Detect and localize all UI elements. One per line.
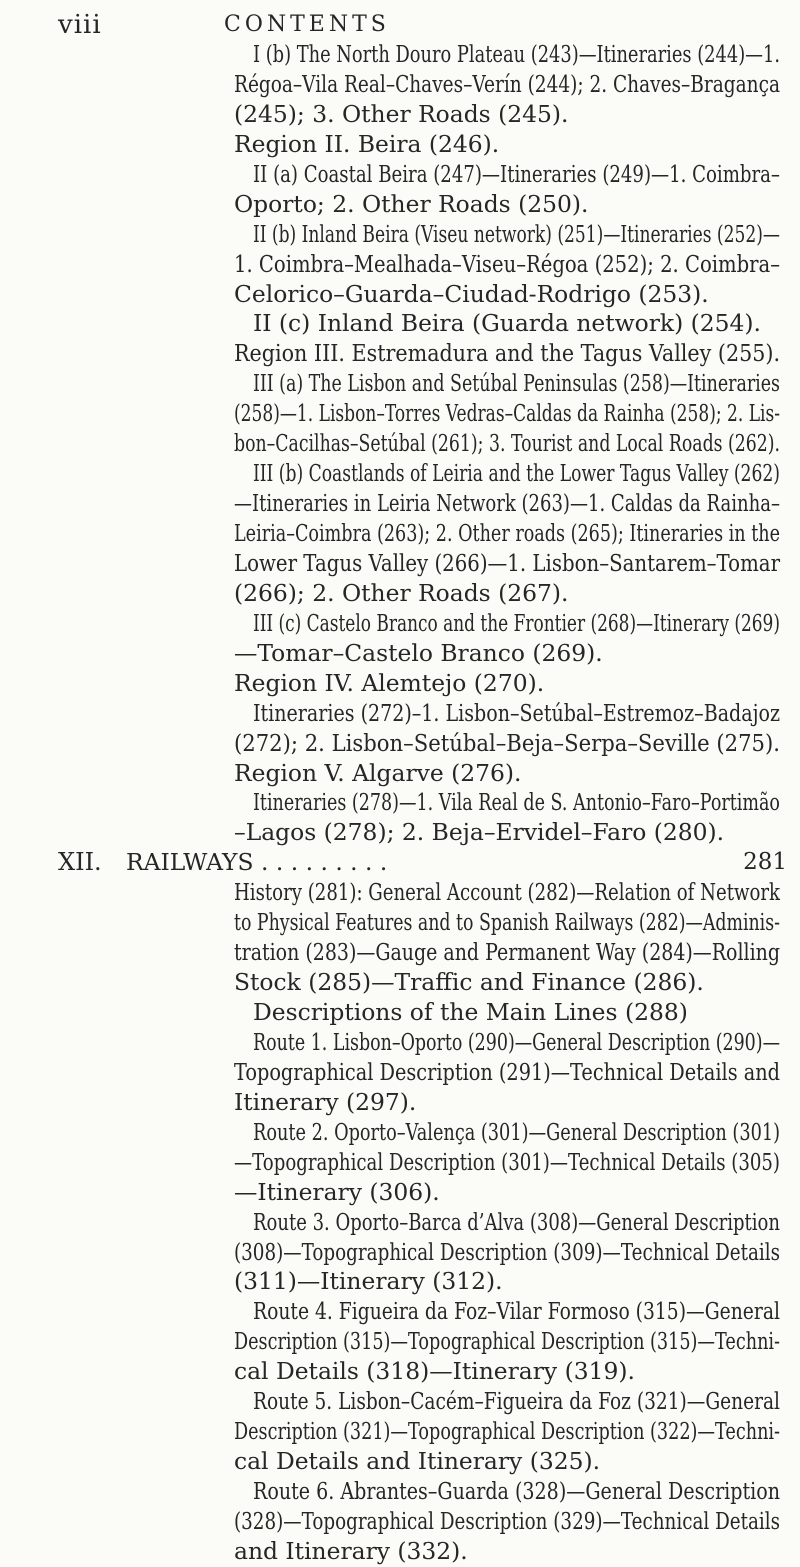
line-text: III (a) The Lisbon and Setúbal Peninsulas (258)—Itineraries	[253, 369, 780, 398]
contents-line	[58, 1178, 780, 1208]
line-text: Description (315)—Topographical Description (315)—Techni-	[234, 1327, 781, 1356]
page-number: viii	[58, 10, 102, 40]
contents-line	[58, 100, 780, 130]
contents-line	[58, 1028, 780, 1058]
line-text: (308)—Topographical Description (309)—Technical Details	[234, 1237, 781, 1266]
contents-line	[58, 968, 780, 998]
line-text: (258)—1. Lisbon–Torres Vedras–Caldas da Rainha (258); 2. Lis-	[234, 399, 781, 428]
line-text: (266); 2. Other Roads (267).	[234, 578, 569, 607]
contents-line	[58, 579, 780, 609]
contents-line	[58, 309, 780, 339]
contents-line	[58, 1477, 780, 1507]
line-text: —Tomar–Castelo Branco (269).	[234, 638, 603, 667]
line-text: bon–Cacilhas–Setúbal (261); 3. Tourist and Local Roads (262).	[234, 429, 781, 458]
contents-line	[58, 1387, 780, 1417]
contents-line	[58, 878, 780, 908]
line-text: —Topographical Description (301)—Technical Details (305)	[234, 1147, 781, 1176]
contents-line	[58, 1208, 780, 1238]
running-head: CONTENTS	[224, 12, 390, 37]
line-text: Itineraries (278)—1. Vila Real de S. Antonio–Faro–Portimão	[253, 788, 780, 817]
line-text: Route 2. Oporto–Valença (301)—General Description (301)	[253, 1117, 780, 1146]
contents-line	[58, 1238, 780, 1268]
contents-line	[58, 489, 780, 519]
contents-line	[58, 250, 780, 280]
contents-line	[58, 130, 780, 160]
line-text: Oporto; 2. Other Roads (250).	[234, 189, 589, 218]
contents-line	[58, 1148, 780, 1178]
line-text: II (b) Inland Beira (Viseu network) (251)—Itineraries (252)—	[253, 219, 780, 248]
line-text: tration (283)—Gauge and Permanent Way (284)—Rolling	[234, 938, 781, 967]
line-text: Route 6. Abrantes–Guarda (328)—General Description	[253, 1477, 781, 1505]
line-text: Lower Tagus Valley (266)—1. Lisbon–Santarem–Tomar	[234, 548, 781, 577]
contents-line	[58, 1297, 780, 1327]
contents-line	[58, 729, 780, 759]
contents-line	[58, 190, 780, 220]
contents-line	[58, 369, 780, 399]
line-text: I (b) The North Douro Plateau (243)—Itineraries (244)—1.	[253, 40, 781, 68]
line-text: and Itinerary (332).	[234, 1536, 468, 1565]
line-text: –Lagos (278); 2. Beja–Ervidel–Faro (280).	[234, 818, 725, 847]
line-text: Stock (285)—Traffic and Finance (286).	[234, 968, 704, 997]
line-text: (272); 2. Lisbon–Setúbal–Beja–Serpa–Seville (275).	[234, 728, 780, 757]
contents-line	[58, 1118, 780, 1148]
contents-line	[58, 160, 780, 190]
contents-line	[58, 1088, 780, 1118]
line-text: Route 1. Lisbon–Oporto (290)—General Description (290)—	[253, 1027, 781, 1056]
line-text: Region II. Beira (246).	[234, 129, 500, 158]
contents-line	[58, 818, 780, 848]
page-header	[0, 4, 800, 44]
line-text: Route 3. Oporto–Barca d’Alva (308)—General Description	[253, 1207, 780, 1236]
line-text: Itineraries (272)–1. Lisbon–Setúbal–Estremoz–Badajoz	[253, 698, 781, 727]
chapter-title: RAILWAYS . . . . . . . . .	[126, 848, 388, 877]
line-text: Leiria–Coimbra (263); 2. Other roads (265); Itineraries in the	[234, 519, 780, 547]
contents-line	[58, 459, 780, 489]
contents-line	[58, 1507, 780, 1537]
contents-line	[58, 1327, 780, 1357]
contents-line	[58, 1058, 780, 1088]
line-text: Descriptions of the Main Lines (288)	[253, 998, 688, 1026]
contents-line	[58, 1357, 780, 1387]
line-text: (245); 3. Other Roads (245).	[234, 99, 569, 128]
line-text: 1. Coimbra–Mealhada–Viseu–Régoa (252); 2. Coimbra–	[234, 249, 781, 278]
contents-line	[58, 908, 780, 938]
line-text: II (c) Inland Beira (Guarda network) (254).	[253, 309, 761, 338]
line-text: III (b) Coastlands of Leiria and the Lower Tagus Valley (262)	[253, 459, 780, 488]
line-text: Region IV. Alemtejo (270).	[234, 668, 545, 697]
contents-line	[58, 1417, 780, 1447]
line-text: Route 4. Figueira da Foz–Vilar Formoso (315)—General	[253, 1297, 780, 1326]
line-text: II (a) Coastal Beira (247)—Itineraries (249)—1. Coimbra–	[253, 159, 780, 188]
contents-line	[58, 429, 780, 459]
contents-line	[58, 280, 780, 310]
contents-line	[58, 699, 780, 729]
contents-line	[58, 1447, 780, 1477]
line-text: Description (321)—Topographical Description (322)—Techni-	[234, 1417, 781, 1446]
contents-line	[58, 938, 780, 968]
line-text: Region V. Algarve (276).	[234, 758, 522, 787]
contents-line	[58, 788, 780, 818]
line-text: Region III. Estremadura and the Tagus Valley (255).	[234, 339, 781, 368]
contents-body	[58, 40, 787, 1567]
contents-line	[58, 639, 780, 669]
contents-line	[58, 339, 780, 369]
contents-line	[58, 1537, 780, 1567]
line-text: —Itinerary (306).	[234, 1177, 440, 1206]
line-text: III (c) Castelo Branco and the Frontier (268)—Itinerary (269)	[253, 608, 780, 637]
contents-line	[58, 669, 780, 699]
contents-line	[58, 549, 780, 579]
contents-line	[58, 1267, 780, 1297]
contents-line	[58, 70, 780, 100]
line-text: to Physical Features and to Spanish Railways (282)—Adminis-	[234, 908, 780, 937]
line-text: cal Details (318)—Itinerary (319).	[234, 1357, 635, 1386]
chapter-page-number: 281	[743, 849, 787, 876]
line-text: Régoa–Vila Real–Chaves–Verín (244); 2. Chaves–Bragança	[234, 69, 781, 98]
line-text: History (281): General Account (282)—Relation of Network	[234, 878, 781, 907]
contents-line	[58, 759, 780, 789]
line-text: (328)—Topographical Description (329)—Technical Details	[234, 1506, 781, 1535]
line-text: Itinerary (297).	[234, 1087, 417, 1116]
line-text: Route 5. Lisbon–Cacém–Figueira da Foz (321)—General	[253, 1387, 780, 1416]
contents-line	[58, 399, 780, 429]
line-text: —Itineraries in Leiria Network (263)—1. Caldas da Rainha–	[234, 489, 781, 518]
contents-line	[58, 998, 780, 1028]
contents-line	[58, 220, 780, 250]
contents-line	[58, 40, 780, 70]
contents-line	[58, 609, 780, 639]
contents-line	[58, 848, 787, 878]
line-text: cal Details and Itinerary (325).	[234, 1447, 601, 1476]
line-text: Topographical Description (291)—Technical Details and	[234, 1057, 780, 1086]
contents-line	[58, 519, 780, 549]
line-text: Celorico–Guarda–Ciudad-Rodrigo (253).	[234, 279, 709, 308]
chapter-numeral: XII.	[58, 848, 102, 877]
line-text: (311)—Itinerary (312).	[234, 1267, 503, 1296]
